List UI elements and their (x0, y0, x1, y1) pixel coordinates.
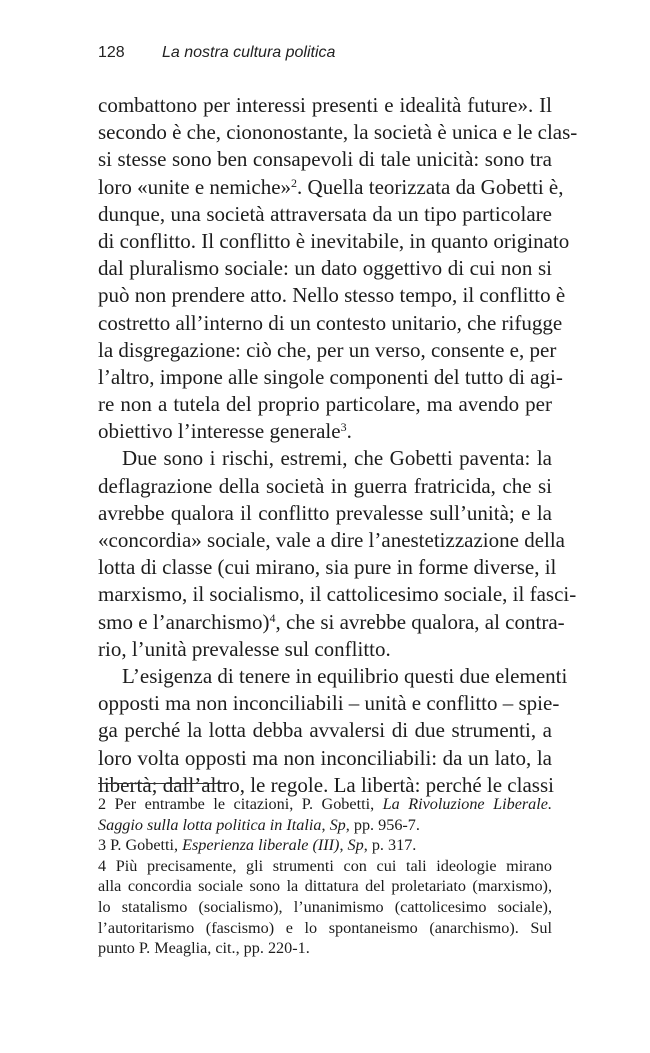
text-line: di conflitto. Il conflitto è inevitabile, in quanto originato (98, 228, 570, 253)
text-line: secondo è che, ciononostante, la società è unica e le clas- (98, 120, 578, 145)
text-line: avrebbe qualora il conflitto prevalesse sull’unità; e la (98, 500, 552, 525)
page-number: 128 (98, 44, 125, 61)
footnote-line: Saggio sulla lotta politica in Italia, Sp, pp. 956-7. (98, 815, 420, 834)
footnote-line: 2 Per entrambe le citazioni, P. Gobetti, La Rivoluzione Liberale. (98, 795, 552, 813)
text-line: re non a tutela del proprio particolare, ma avendo per (98, 392, 552, 417)
text-line: la disgregazione: ciò che, per un verso, consente e, per (98, 337, 557, 362)
text-line: Due sono i rischi, estremi, che Gobetti paventa: la (122, 446, 552, 471)
text-line: può non prendere atto. Nello stesso tempo, il conflitto è (98, 283, 566, 308)
text-line: dal pluralismo sociale: un dato oggettivo di cui non si (98, 256, 552, 281)
footnote-line: 4 Più precisamente, gli strumenti con cui tali ideologie mirano (98, 856, 552, 875)
footnote-line: punto P. Meaglia, cit., pp. 220-1. (98, 939, 310, 958)
text-line: smo e l’anarchismo)$^4$, che si avrebbe qualora, al contra- (98, 609, 565, 634)
text-line: opposti ma non inconciliabili – unità e conflitto – spie- (98, 691, 560, 716)
text-line: deflagrazione della società in guerra fratricida, che si (98, 473, 552, 498)
paragraph (98, 445, 577, 663)
text-line: marxismo, il socialismo, il cattolicesimo sociale, il fasci- (98, 582, 577, 607)
text-line: costretto all’interno di un contesto unitario, che rifugge (98, 310, 563, 335)
footnote-line: 3 P. Gobetti, Esperienza liberale (III), Sp, p. 317. (98, 836, 417, 855)
footnote-2 (98, 794, 552, 835)
text-line: obiettivo l’interesse generale$^3$. (98, 419, 352, 444)
footnote-ref-3[interactable]: 3 (340, 420, 347, 435)
text-line: rio, l’unità prevalesse sul conflitto. (98, 636, 391, 661)
text-line: lotta di classe (cui mirano, sia pure in forme diverse, il (98, 555, 557, 580)
footnote-4 (98, 856, 552, 959)
text-line: l’altro, impone alle singole componenti del tutto di agi- (98, 364, 563, 389)
footnote-separator (98, 783, 226, 784)
text-line: loro «unite e nemiche»$^2$. Quella teorizzata da Gobetti è, (98, 174, 564, 199)
text-line: dunque, una società attraversata da un tipo particolare (98, 201, 552, 226)
text-line: «concordia» sociale, vale a dire l’anestetizzazione della (98, 528, 566, 552)
text-line: L’esigenza di tenere in equilibrio questi due elementi (122, 663, 568, 688)
footnote-line: alla concordia sociale sono la dittatura del proletariato (marxismo), (98, 877, 552, 896)
text-line: loro volta opposti ma non inconciliabili: da un lato, la (98, 745, 552, 770)
footnote-ref-4[interactable]: 4 (269, 610, 276, 625)
footnote-line: lo statalismo (socialismo), l’unanimismo (cattolicesimo sociale), (98, 897, 552, 916)
running-title: La nostra cultura politica (162, 44, 336, 61)
footnotes (98, 794, 552, 959)
paragraph (98, 663, 568, 799)
text-line: ga perché la lotta debba avvalersi di due strumenti, a (98, 718, 552, 743)
footnote-line: l’autoritarismo (fascismo) e lo spontaneismo (anarchismo). Sul (98, 918, 552, 937)
main-text (98, 92, 578, 799)
text-line: combattono per interessi presenti e idealità future». Il (98, 93, 552, 117)
text-line: si stesse sono ben consapevoli di tale unicità: sono tra (98, 147, 552, 172)
running-header (98, 44, 335, 62)
text-line: libertà; dall’altro, le regole. La libertà: perché le classi (98, 772, 554, 797)
footnote-3 (98, 835, 552, 856)
paragraph (98, 92, 578, 445)
footnote-ref-2[interactable]: 2 (291, 175, 298, 190)
